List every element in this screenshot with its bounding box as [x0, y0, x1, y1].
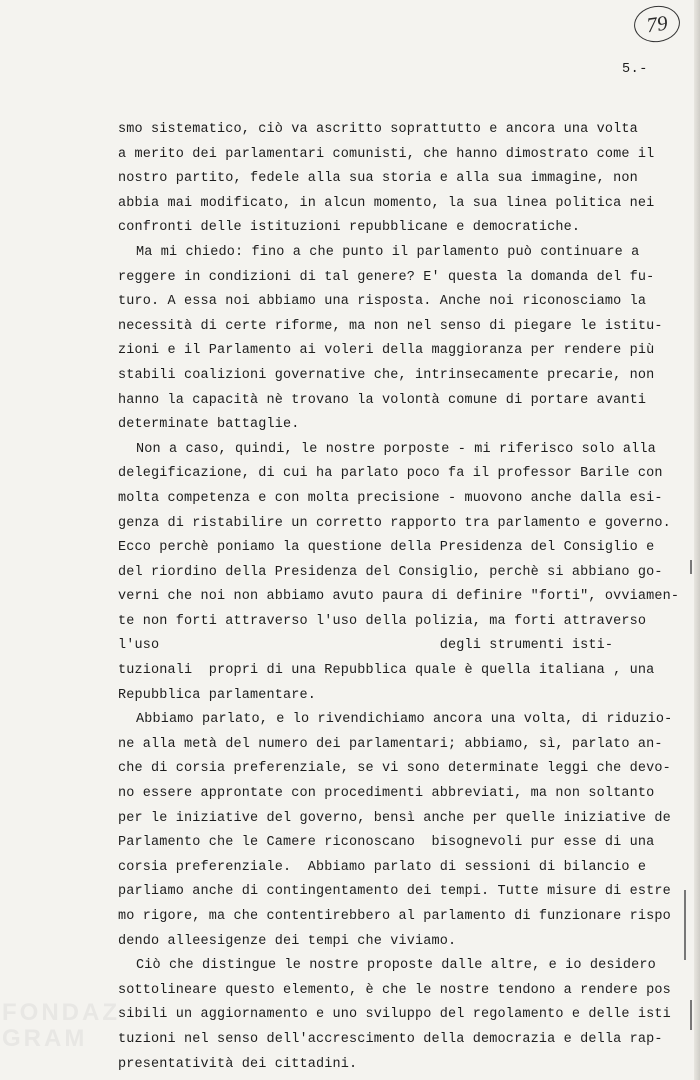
text-line: corsia preferenziale. Abbiamo parlato di sessioni di bilancio e: [118, 859, 647, 875]
text-line: che di corsia preferenziale, se vi sono determinate leggi che devo-: [118, 761, 671, 777]
text-line: mo rigore, ma che contentirebbero al parlamento di funzionare rispo: [118, 909, 671, 924]
text-line: Ecco perchè poniamo la questione della Presidenza del Consiglio e: [118, 540, 655, 556]
text-line: stabili coalizioni governative che, intrinsecamente precarie, non: [118, 367, 655, 383]
page-number: 5.-: [622, 62, 648, 77]
text-line: per le iniziative del governo, bensì anche per quelle iniziative de: [118, 810, 671, 826]
text-line: nostro partito, fedele alla sua storia e alla sua immagine, non: [118, 171, 638, 187]
archive-stamp: 79: [632, 3, 683, 45]
text-line: del riordino della Presidenza del Consiglio, perchè si abbiano go-: [118, 564, 663, 580]
text-line: necessità di certe riforme, ma non nel senso di piegare le istitu-: [118, 318, 663, 334]
text-line: molta competenza e con molta precisione - muovono anche dalla esi-: [118, 490, 663, 506]
watermark: [2, 1000, 120, 1052]
margin-mark: [690, 1000, 692, 1030]
text-line: sibili un aggiornamento e uno sviluppo del regolamento e delle isti: [118, 1007, 671, 1023]
text-line: ne alla metà del numero dei parlamentari; abbiamo, sì, parlato an-: [118, 736, 663, 752]
text-line: genza di ristabilire un corretto rapporto tra parlamento e governo.: [118, 515, 671, 531]
text-line: Abbiamo parlato, e lo rivendichiamo ancora una volta, di riduzio-: [136, 712, 673, 728]
text-line: a merito dei parlamentari comunisti, che hanno dimostrato come il: [118, 146, 655, 162]
page-edge: [694, 0, 700, 1080]
text-line: abbia mai modificato, in alcun momento, la sua linea politica nei: [118, 195, 655, 211]
text-line: no essere approntate con procedimenti abbreviati, ma non soltanto: [118, 786, 655, 802]
text-line: sottolineare questo elemento, è che le nostre tendono a rendere pos: [118, 982, 671, 998]
watermark-line: FONDAZ: [2, 999, 120, 1026]
text-line: smo sistematico, ciò va ascritto soprattutto e ancora una volta: [118, 122, 638, 137]
text-line: dendo alleesigenze dei tempi che viviamo.: [118, 933, 457, 949]
text-line: confronti delle istituzioni repubblicane e democratiche.: [118, 220, 581, 236]
text-line: hanno la capacità nè trovano la volontà comune di portare avanti: [118, 392, 647, 408]
text-line: determinate battaglie.: [118, 417, 300, 433]
watermark-line: GRAM: [2, 1025, 88, 1052]
text-line: Repubblica parlamentare.: [118, 687, 317, 703]
text-line: Ciò che distingue le nostre proposte dalle altre, e io desidero: [136, 958, 656, 974]
text-line: Non a caso, quindi, le nostre porposte - mi riferisco solo alla: [136, 441, 656, 457]
text-line: Parlamento che le Camere riconoscano bisognevoli pur esse di una: [118, 835, 655, 851]
text-line: l'uso degli strumenti isti-: [118, 638, 614, 654]
margin-mark: [690, 560, 692, 574]
text-line: delegificazione, di cui ha parlato poco fa il professor Barile con: [118, 466, 663, 482]
text-line: verni che noi non abbiamo avuto paura di definire "forti", ovviamen-: [118, 589, 680, 605]
text-line: te non forti attraverso l'uso della polizia, ma forti attraverso: [118, 613, 647, 629]
text-line: zioni e il Parlamento ai voleri della maggioranza per rendere più: [118, 343, 655, 359]
body-text: [118, 118, 684, 1077]
margin-mark: [684, 890, 686, 960]
text-line: turo. A essa noi abbiamo una risposta. Anche noi riconosciamo la: [118, 294, 647, 310]
text-line: tuzionali propri di una Repubblica quale è quella italiana , una: [118, 663, 655, 679]
text-line: tuzioni nel senso dell'accrescimento della democrazia e della rap-: [118, 1031, 663, 1047]
text-line: Ma mi chiedo: fino a che punto il parlamento può continuare a: [136, 244, 640, 260]
text-line: parliamo anche di contingentamento dei tempi. Tutte misure di estre: [118, 884, 671, 900]
text-line: reggere in condizioni di tal genere? E' questa la domanda del fu-: [118, 269, 655, 285]
text-line: presentatività dei cittadini.: [118, 1056, 358, 1072]
